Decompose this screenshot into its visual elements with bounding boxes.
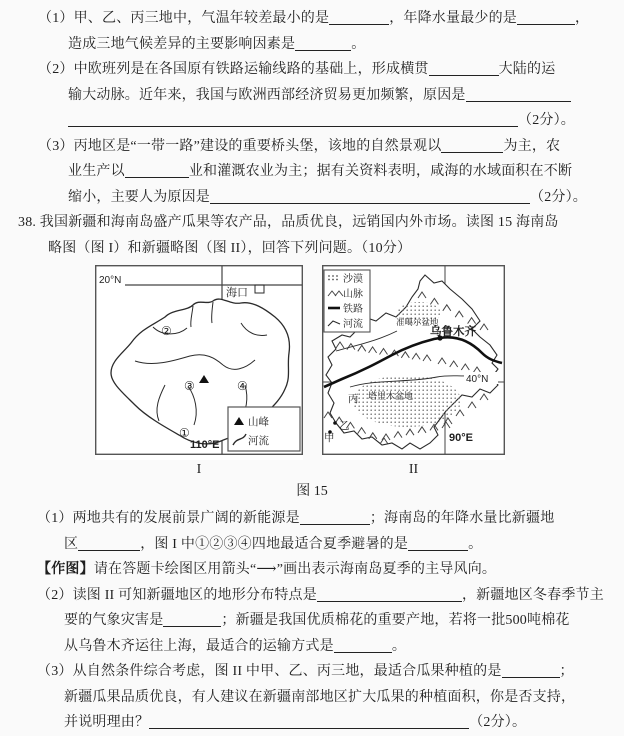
text-line <box>0 210 624 236</box>
question-text: ；海南岛的年降水量比新疆地 <box>369 511 555 526</box>
text-line <box>0 557 624 583</box>
text-line <box>0 506 624 532</box>
question-38-items-block <box>0 506 624 736</box>
legend-river-label: 河流 <box>248 435 269 447</box>
question-text: 区 <box>64 536 79 552</box>
answer-blank <box>210 189 530 204</box>
question-text: 。 <box>468 536 483 552</box>
answer-blank <box>317 587 462 602</box>
answer-blank <box>502 663 560 678</box>
junggar-basin-label: 准噶尔盆地 <box>396 317 439 327</box>
point-1: ① <box>179 426 190 440</box>
answer-blank <box>408 536 468 551</box>
question-text: （1）甲、乙、丙三地中，气温年较差最小的是 <box>38 11 330 26</box>
question-text: （2分）。 <box>518 113 575 128</box>
question-text: 【作图】 <box>37 562 94 577</box>
question-text: （2分）。 <box>469 715 527 730</box>
text-line <box>0 57 624 83</box>
answer-blank <box>295 36 351 51</box>
question-text: 大陆的运 <box>498 62 556 77</box>
question-text: ；新疆是我国优质棉花的重要产地，若将一批500吨棉花 <box>221 613 570 628</box>
question-text: （2）读图 II 可知新疆地区的地形分布特点是 <box>37 587 317 603</box>
question-text: ，年降水量最少的是 <box>389 11 518 26</box>
haikou-city-label: 海口 <box>226 287 248 299</box>
figure-caption: 图 15 <box>296 484 328 499</box>
tarim-desert-area <box>353 375 461 427</box>
question-text: 。 <box>351 36 366 52</box>
text-line <box>0 159 624 185</box>
answer-blank <box>68 112 518 127</box>
question-text: 略图（图 I）和新疆略图（图 II），回答下列问题。（10分） <box>48 240 412 256</box>
question-text: （3）丙地区是“一带一路”建设的重要桥头堡，该地的自然景观以 <box>38 138 442 154</box>
question-text: 要的气象灾害是 <box>64 613 164 628</box>
answer-blank <box>300 510 370 525</box>
answer-blank <box>163 612 221 627</box>
text-line <box>0 659 624 685</box>
legend-railway-label: 铁路 <box>343 304 363 315</box>
text-line <box>0 83 624 109</box>
legend-peak-label: 山峰 <box>248 416 269 428</box>
latitude-label: 20°N <box>99 275 122 286</box>
question-text: 38. 我国新疆和海南岛盛产瓜果等农产品，品质优良，远销国内外市场。读图 15 海南岛 <box>18 215 559 230</box>
question-text: 从乌鲁木齐运往上海，最适合的运输方式是 <box>64 638 334 654</box>
point-bing: 丙 <box>348 393 359 405</box>
point-4: ④ <box>237 379 248 393</box>
text-line <box>0 236 624 262</box>
question-text: 业生产以 <box>68 164 125 179</box>
maps-row <box>95 265 624 460</box>
legend-river-label: 河流 <box>343 319 363 330</box>
question-text: 造成三地气候差异的主要影响因素是 <box>68 36 296 52</box>
question-text: 。 <box>391 638 407 654</box>
text-line <box>0 634 624 660</box>
answer-blank <box>466 87 571 102</box>
longitude-label: 90°E <box>449 432 473 444</box>
question-text: ，图 I 中①②③④四地最适合夏季避暑的是 <box>140 536 409 552</box>
text-line <box>0 134 624 160</box>
question-text: ； <box>559 664 574 679</box>
question-text: ，新疆地区冬春季节主 <box>461 587 604 603</box>
answer-blank <box>329 10 389 25</box>
question-37-block <box>0 6 624 261</box>
point-2: ② <box>161 324 172 338</box>
city-dot <box>333 421 337 425</box>
text-line <box>0 185 624 211</box>
map1-roman-label: I <box>196 462 202 477</box>
answer-blank <box>517 10 575 25</box>
map2-roman-label: II <box>408 462 419 477</box>
latitude-label: 40°N <box>466 374 489 385</box>
text-line <box>0 32 624 58</box>
question-text: （2）中欧班列是在各国原有铁路运输线路的基础上，形成横贯 <box>38 62 429 77</box>
question-text: 输大动脉。近年来，我国与欧洲西部经济贸易更加频繁，原因是 <box>68 87 466 103</box>
text-line <box>0 532 624 558</box>
answer-blank <box>334 638 392 653</box>
answer-blank <box>125 163 189 178</box>
point-3: ③ <box>184 379 195 393</box>
legend-mountain-label: 山脉 <box>343 289 363 300</box>
map-sublabels <box>95 462 624 478</box>
urumqi-label: 乌鲁木齐 <box>430 326 476 338</box>
question-text: 新疆瓜果品质优良，有人建议在新疆南部地区扩大瓜果的种植面积，你是否支持， <box>64 689 576 705</box>
text-line <box>0 710 624 736</box>
text-line <box>0 583 624 609</box>
map1-legend <box>228 407 300 451</box>
map-xinjiang-svg <box>322 265 505 455</box>
answer-blank <box>149 714 469 729</box>
tarim-basin-label: 塔里木盆地 <box>368 391 414 401</box>
question-text: 缩小，主要人为原因是 <box>68 189 210 205</box>
longitude-label: 110°E <box>190 439 220 451</box>
point-jia: 甲 <box>324 432 335 444</box>
question-text: （2分）。 <box>530 189 587 205</box>
text-line <box>0 108 624 134</box>
map-hainan <box>95 265 303 460</box>
text-line <box>0 6 624 32</box>
legend-desert-label: 沙漠 <box>343 274 363 285</box>
question-text: （1）两地共有的发展前景广阔的新能源是 <box>37 511 300 526</box>
question-text: ， <box>575 11 590 26</box>
answer-blank <box>78 536 140 551</box>
answer-blank <box>441 138 503 153</box>
question-text: 为主，农 <box>503 138 561 154</box>
map2-legend <box>324 270 370 332</box>
question-text: （3）从自然条件综合考虑，图 II 中甲、乙、丙三地，最适合瓜果种植的是 <box>37 664 502 679</box>
map-hainan-svg <box>95 265 303 455</box>
point-yi: 乙 <box>339 420 350 432</box>
text-line <box>0 608 624 634</box>
answer-blank <box>429 61 499 76</box>
question-text: 业和灌溉农业为主；据有关资料表明，咸海的水域面积在不断 <box>188 164 573 179</box>
question-text: 请在答题卡绘图区用箭头“⟶”画出表示海南岛夏季的主导风向。 <box>93 562 497 577</box>
question-text: 并说明理由？ <box>64 715 150 730</box>
map-xinjiang <box>322 265 505 460</box>
figure-15 <box>95 265 624 500</box>
text-line <box>0 685 624 711</box>
